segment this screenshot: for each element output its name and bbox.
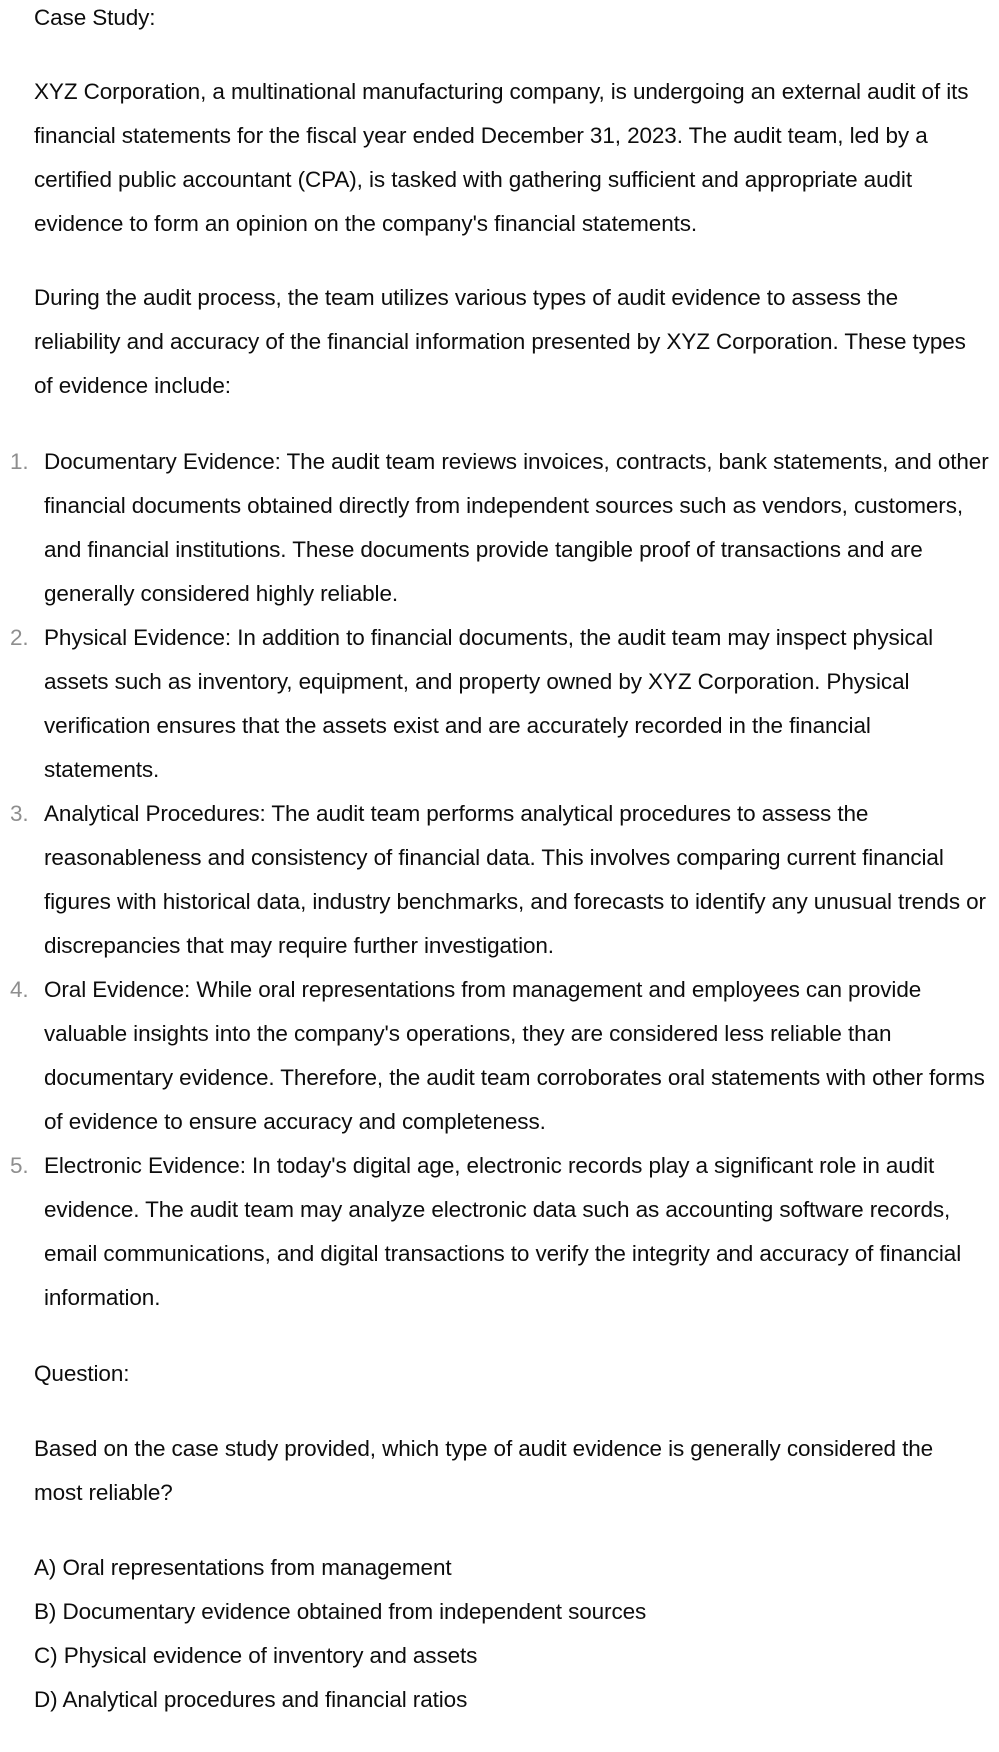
evidence-types-list <box>0 440 999 1320</box>
question-text: Based on the case study provided, which type of audit evidence is generally considered the most reliable? <box>34 1436 934 1505</box>
answer-option-d: D) Analytical procedures and financial ratios <box>34 1687 468 1712</box>
list-item-number: 4. <box>10 977 29 1002</box>
list-item <box>0 1144 999 1320</box>
answer-option-b: B) Documentary evidence obtained from independent sources <box>34 1599 647 1624</box>
list-item-text: Analytical Procedures: The audit team performs analytical procedures to assess the reasonableness and consistency of financial data. This involves comparing current financial figures with historical data, industry benchmarks, and forecasts to identify any unusual trends or discrepancies that may require further investigation. <box>44 801 986 958</box>
audit-process-paragraph: During the audit process, the team utilizes various types of audit evidence to assess the reliability and accuracy of the financial information presented by XYZ Corporation. These types of evidence include: <box>34 285 966 398</box>
list-item-number: 5. <box>10 1153 29 1178</box>
list-item-text: Documentary Evidence: The audit team reviews invoices, contracts, bank statements, and other financial documents obtained directly from independent sources such as vendors, customers, and financial institutions. These documents provide tangible proof of transactions and are generally considered highly reliable. <box>44 449 989 606</box>
answer-options <box>0 1546 999 1722</box>
case-study-intro-paragraph: XYZ Corporation, a multinational manufacturing company, is undergoing an external audit of its financial statements for the fiscal year ended December 31, 2023. The audit team, led by a certified public accountant (CPA), is tasked with gathering sufficient and appropriate audit evidence to form an opinion on the company's financial statements. <box>34 79 969 236</box>
answer-option-c: C) Physical evidence of inventory and assets <box>34 1643 478 1668</box>
list-item <box>0 440 999 616</box>
list-item-text: Physical Evidence: In addition to financial documents, the audit team may inspect physical assets such as inventory, equipment, and property owned by XYZ Corporation. Physical verification ensures that the assets exist and are accurately recorded in the financial statements. <box>44 625 933 782</box>
question-heading: Question: <box>34 1361 130 1386</box>
list-item <box>0 792 999 968</box>
list-item <box>0 968 999 1144</box>
list-item-text: Oral Evidence: While oral representations from management and employees can provide valuable insights into the company's operations, they are considered less reliable than documentary evidence. Therefore, the audit team corroborates oral statements with other forms of evidence to ensure accuracy and completeness. <box>44 977 985 1134</box>
list-item <box>0 616 999 792</box>
list-item-number: 3. <box>10 801 29 826</box>
list-item-number: 1. <box>10 449 29 474</box>
answer-option-a: A) Oral representations from management <box>34 1555 452 1580</box>
list-item-text: Electronic Evidence: In today's digital age, electronic records play a significant role in audit evidence. The audit team may analyze electronic data such as accounting software records, email communications, and digital transactions to verify the integrity and accuracy of financial information. <box>44 1153 962 1310</box>
list-item-number: 2. <box>10 625 29 650</box>
case-study-heading: Case Study: <box>34 5 156 30</box>
